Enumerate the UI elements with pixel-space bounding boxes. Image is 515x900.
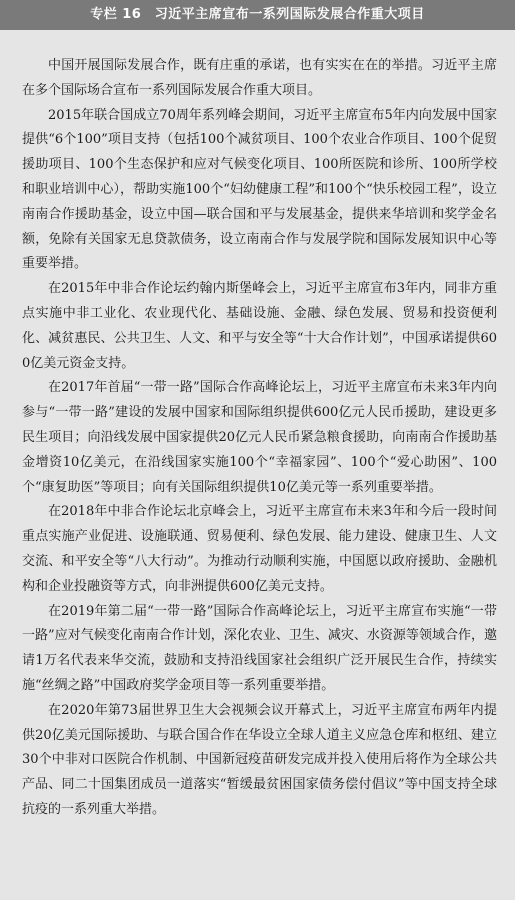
paragraph-2015-focac: 在2015年中非合作论坛约翰内斯堡峰会上，习近平主席宣布3年内，同非方重点实施中非工业化、农业现代化、基础设施、金融、绿色发展、贸易和投资便利化、减贫惠民、公共卫生、人文、和平与安全等“十大合作计划”，中国承诺提供600亿美元资金支持。 [22, 281, 497, 371]
box-body [22, 54, 497, 823]
box-title: 专栏 16 习近平主席宣布一系列国际发展合作重大项目 [90, 7, 425, 22]
paragraph-2018-focac: 在2018年中非合作论坛北京峰会上，习近平主席宣布未来3年和今后一段时间重点实施产业促进、设施联通、贸易便利、绿色发展、能力建设、健康卫生、人文交流、和平安全等“八大行动”。为推动行动顺利实施，中国愿以政府援助、金融机构和企业投融资等方式，向非洲提供600亿美元支持。 [22, 504, 497, 594]
box-header [0, 0, 515, 30]
paragraph-2019-belt-road: 在2019年第二届“一带一路”国际合作高峰论坛上，习近平主席宣布实施“一带一路”应对气候变化南南合作计划，深化农业、卫生、减灾、水资源等领域合作，邀请1万名代表来华交流，鼓励和支持沿线国家社会组织广泛开展民生合作，持续实施“丝绸之路”中国政府奖学金项目等一系列重要举措。 [22, 603, 497, 693]
paragraph-2015-un-summit: 2015年联合国成立70周年系列峰会期间，习近平主席宣布5年内向发展中国家提供“6个100”项目支持（包括100个减贫项目、100个农业合作项目、100个促贸援助项目、100个生态保护和应对气候变化项目、100所医院和诊所、100所学校和职业培训中心），帮助实施100个“妇幼健康工程”和100个“快乐校园工程”，设立南南合作援助基金，设立中国—联合国和平与发展基金，提供来华培训和奖学金名额，免除有关国家无息贷款债务，设立南南合作与发展学院和国际发展知识中心等重要举措。 [22, 107, 497, 272]
paragraph-2020-wha: 在2020年第73届世界卫生大会视频会议开幕式上，习近平主席宣布两年内提供20亿美元国际援助、与联合国合作在华设立全球人道主义应急仓库和枢纽、建立30个中非对口医院合作机制、中国新冠疫苗研发完成并投入使用后将作为全球公共产品、同二十国集团成员一道落实“暂缓最贫困国家债务偿付倡议”等中国支持全球抗疫的一系列重大举措。 [22, 702, 497, 817]
paragraph-intro: 中国开展国际发展合作，既有庄重的承诺，也有实实在在的举措。习近平主席在多个国际场合宣布一系列国际发展合作重大项目。 [22, 58, 497, 98]
paragraph-2017-belt-road: 在2017年首届“一带一路”国际合作高峰论坛上，习近平主席宣布未来3年内向参与“一带一路”建设的发展中国家和国际组织提供600亿元人民币援助，建设更多民生项目；向沿线发展中国家提供20亿元人民币紧急粮食援助，向南南合作援助基金增资10亿美元，在沿线国家实施100个“幸福家园”、100个“爱心助困”、100个“康复助医”等项目；向有关国际组织提供10亿美元等一系列重要举措。 [22, 380, 497, 495]
